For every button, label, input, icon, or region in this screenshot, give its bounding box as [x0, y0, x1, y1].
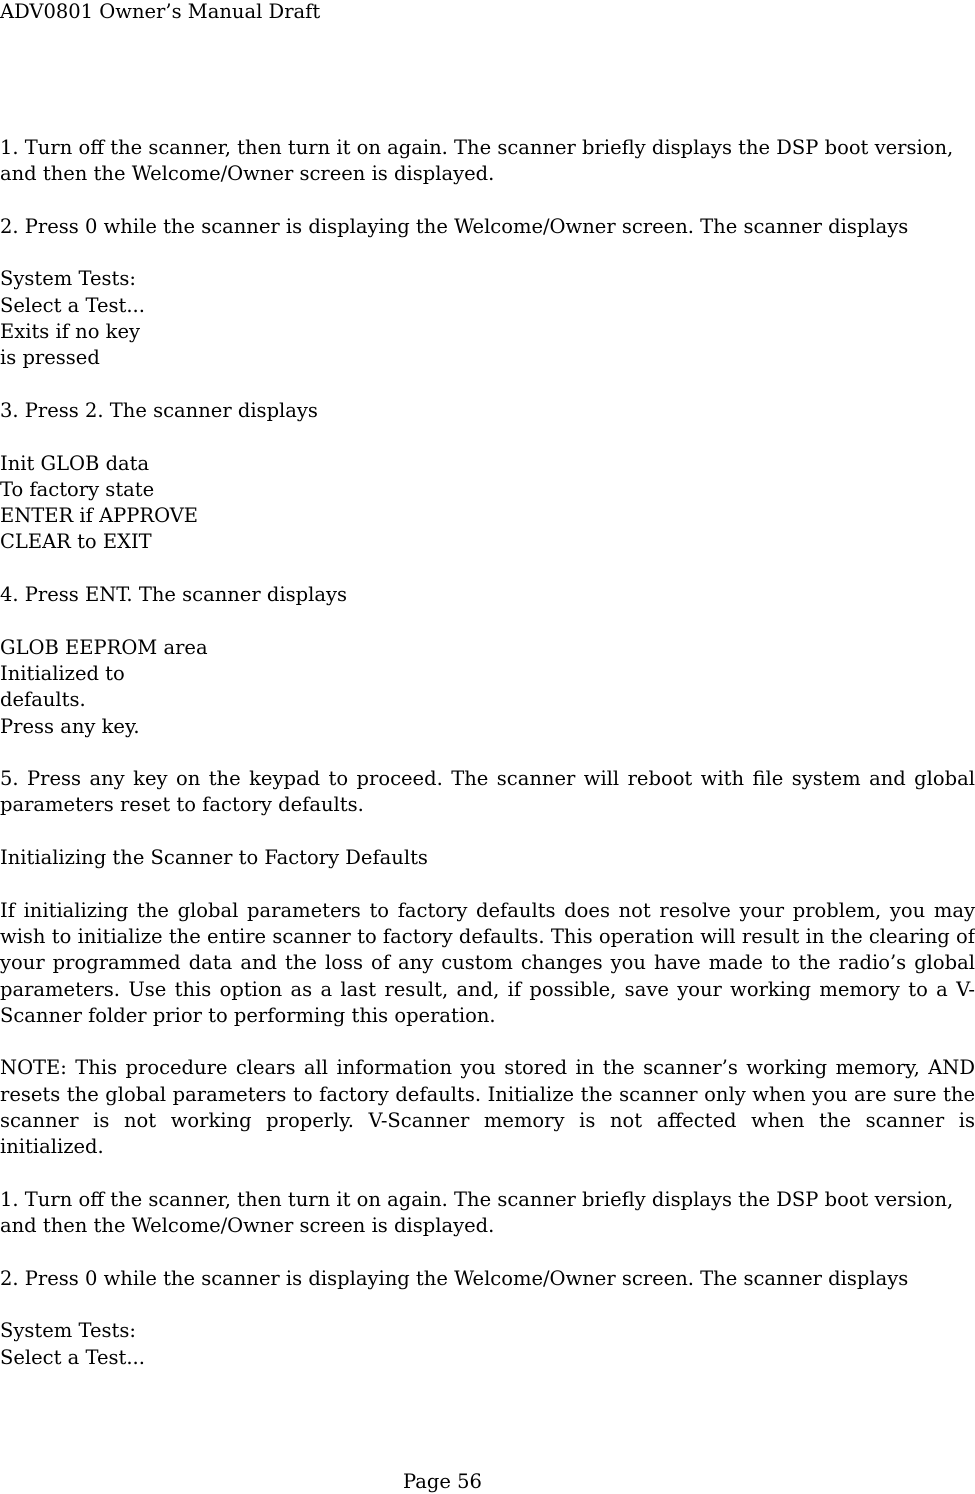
- step-5-press-any-key: 5. Press any key on the keypad to proceed. The scanner will reboot with file system and global parameters reset to factory defaults.: [0, 767, 975, 817]
- display-line: System Tests:: [0, 1319, 136, 1343]
- section-heading: Initializing the Scanner to Factory Defaults: [0, 846, 428, 870]
- display-line: Init GLOB data: [0, 451, 150, 475]
- display-line: Press any key.: [0, 714, 140, 738]
- step-4-press-ent: 4. Press ENT. The scanner displays: [0, 583, 347, 607]
- display-line: ENTER if APPROVE: [0, 504, 199, 528]
- document-header: ADV0801 Owner’s Manual Draft: [0, 0, 321, 23]
- step-2-press-0: 2. Press 0 while the scanner is displaying the Welcome/Owner screen. The scanner displays: [0, 214, 909, 238]
- display-line: GLOB EEPROM area: [0, 635, 208, 659]
- display-line: To factory state: [0, 477, 155, 501]
- display-line: Select a Test...: [0, 1345, 145, 1369]
- note-paragraph: NOTE: This procedure clears all information you stored in the scanner’s working memory, AND resets the global parameters to factory defaults. Initialize the scanner only when you are sure the scanner is not working properly. V-Scanner memory is not affected when the scanner is initialized.: [0, 1056, 975, 1159]
- display-line: Initialized to: [0, 661, 125, 685]
- page-content: [0, 135, 975, 1397]
- display-line: CLEAR to EXIT: [0, 530, 152, 554]
- display-line: System Tests:: [0, 267, 136, 291]
- display-glob-eeprom: [0, 635, 975, 740]
- step-2-press-0-repeat: 2. Press 0 while the scanner is displaying the Welcome/Owner screen. The scanner displays: [0, 1266, 909, 1290]
- step-1-turn-off-repeat: 1. Turn off the scanner, then turn it on again. The scanner briefly displays the DSP boot version, and then the Welcome/Owner screen is displayed.: [0, 1187, 954, 1238]
- display-system-tests: [0, 266, 975, 371]
- display-line: defaults.: [0, 688, 86, 712]
- display-line: is pressed: [0, 346, 100, 370]
- step-1-turn-off: 1. Turn off the scanner, then turn it on again. The scanner briefly displays the DSP boot version, and then the Welcome/Owner screen is displayed.: [0, 136, 954, 186]
- intro-paragraph: If initializing the global parameters to factory defaults does not resolve your problem, you may wish to initialize the entire scanner to factory defaults. This operation will result in the clearing of your programmed data and the loss of any custom changes you have made to the radio’s global parameters. Use this option as a last result, and, if possible, save your working memory to a V-Scanner folder prior to performing this operation.: [0, 898, 975, 1027]
- display-line: Select a Test...: [0, 293, 145, 317]
- display-init-glob: [0, 451, 975, 556]
- display-line: Exits if no key: [0, 320, 141, 344]
- page-number: Page 56: [403, 1470, 482, 1493]
- step-3-press-2: 3. Press 2. The scanner displays: [0, 398, 318, 422]
- display-system-tests-repeat: [0, 1318, 975, 1371]
